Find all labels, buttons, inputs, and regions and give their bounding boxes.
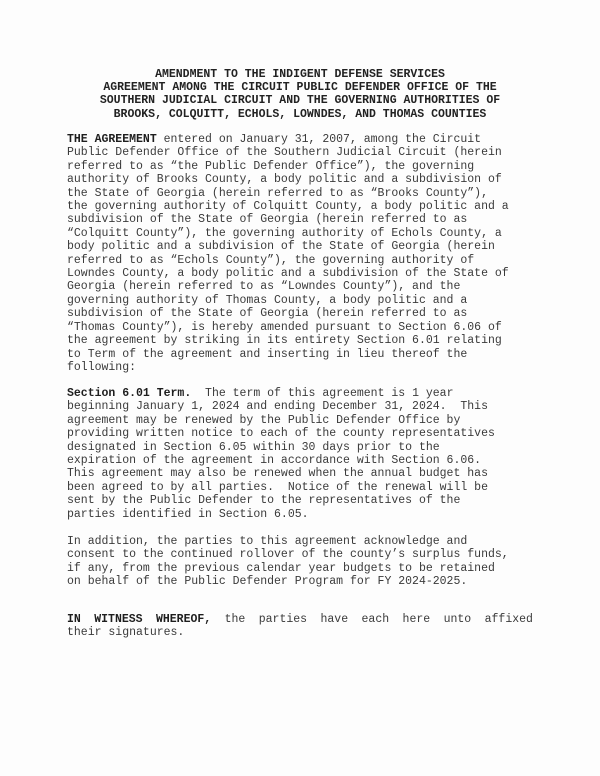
paragraph-line: “Colquitt County”), the governing authority of Echols County, a <box>67 226 502 240</box>
witness-word: each <box>361 613 390 626</box>
paragraph-line: “Thomas County”), is hereby amended pursuant to Section 6.06 of <box>67 320 502 334</box>
paragraph-line: subdivision of the State of Georgia (herein referred to as <box>67 213 468 227</box>
paragraph-line: referred to as “the Public Defender Office”), the governing <box>67 159 475 173</box>
paragraph-line: beginning January 1, 2024 and ending December 31, 2024. This <box>67 400 488 414</box>
section-6-01-paragraph <box>67 387 537 521</box>
paragraph-line: providing written notice to each of the county representatives <box>67 427 495 441</box>
agreement-paragraph <box>67 133 537 374</box>
title-line: AGREEMENT AMONG THE CIRCUIT PUBLIC DEFENDER OFFICE OF THE <box>103 81 497 95</box>
witness-word: WHEREOF, <box>155 613 212 626</box>
paragraph-line: This agreement may also be renewed when the annual budget has <box>67 467 488 481</box>
witness-word: unto <box>443 613 472 626</box>
witness-word: affixed <box>484 613 533 626</box>
paragraph-line: sent by the Public Defender to the representatives of the <box>67 494 461 508</box>
paragraph-line: consent to the continued rollover of the county’s surplus funds, <box>67 548 509 562</box>
addition-paragraph <box>67 535 537 589</box>
paragraph-line: Georgia (herein referred to as “Lowndes County”), and the <box>67 280 461 294</box>
paragraph-line: In addition, the parties to this agreement acknowledge and <box>67 535 468 548</box>
title-line: AMENDMENT TO THE INDIGENT DEFENSE SERVICES <box>155 68 445 81</box>
witness-paragraph <box>67 613 537 640</box>
agreement-lead: THE AGREEMENT <box>67 133 157 146</box>
witness-word: here <box>402 613 431 626</box>
witness-word: WITNESS <box>94 613 143 626</box>
title-line: BROOKS, COLQUITT, ECHOLS, LOWNDES, AND THOMAS COUNTIES <box>113 107 487 121</box>
paragraph-line: their signatures. <box>67 626 185 640</box>
document-title <box>60 68 540 121</box>
witness-word: have <box>320 613 349 626</box>
paragraph-line: been agreed to by all parties. Notice of the renewal will be <box>67 480 488 494</box>
paragraph-line: agreement may be renewed by the Public Defender Office by <box>67 413 461 427</box>
paragraph-line: subdivision of the State of Georgia (herein referred to as <box>67 307 468 321</box>
witness-word: IN <box>67 613 81 626</box>
paragraph-line: Section 6.01 Term. The term of this agreement is 1 year <box>67 387 454 400</box>
paragraph-line: THE AGREEMENT entered on January 31, 2007, among the Circuit <box>67 133 482 146</box>
paragraph-line: expiration of the agreement in accordance with Section 6.06. <box>67 454 482 468</box>
paragraph-line: parties identified in Section 6.05. <box>67 507 309 521</box>
section-heading: Section 6.01 Term. <box>67 387 192 400</box>
paragraph-line: on behalf of the Public Defender Program for FY 2024-2025. <box>67 575 468 589</box>
paragraph-line: the State of Georgia (herein referred to as “Brooks County”), <box>67 186 488 200</box>
paragraph-line: Public Defender Office of the Southern Judicial Circuit (herein <box>67 146 502 160</box>
paragraph-line: Lowndes County, a body politic and a subdivision of the State of <box>67 267 509 281</box>
title-line: SOUTHERN JUDICIAL CIRCUIT AND THE GOVERNING AUTHORITIES OF <box>99 94 501 108</box>
witness-word: parties <box>258 613 308 626</box>
paragraph-line: referred to as “Echols County”), the governing authority of <box>67 253 475 267</box>
paragraph-line: the governing authority of Colquitt County, a body politic and a <box>67 200 509 214</box>
witness-line <box>67 613 533 626</box>
paragraph-line: to Term of the agreement and inserting in lieu thereof the <box>67 347 468 361</box>
paragraph-line: if any, from the previous calendar year budgets to be retained <box>67 561 495 575</box>
paragraph-line: authority of Brooks County, a body politic and a subdivision of <box>67 173 502 187</box>
paragraph-line: following: <box>67 360 137 374</box>
paragraph-line: the agreement by striking in its entirety Section 6.01 relating <box>67 334 502 348</box>
witness-word: the <box>224 613 246 626</box>
paragraph-line: designated in Section 6.05 within 30 days prior to the <box>67 440 440 454</box>
paragraph-line: body politic and a subdivision of the State of Georgia (herein <box>67 240 495 254</box>
paragraph-line: governing authority of Thomas County, a body politic and a <box>67 293 468 307</box>
